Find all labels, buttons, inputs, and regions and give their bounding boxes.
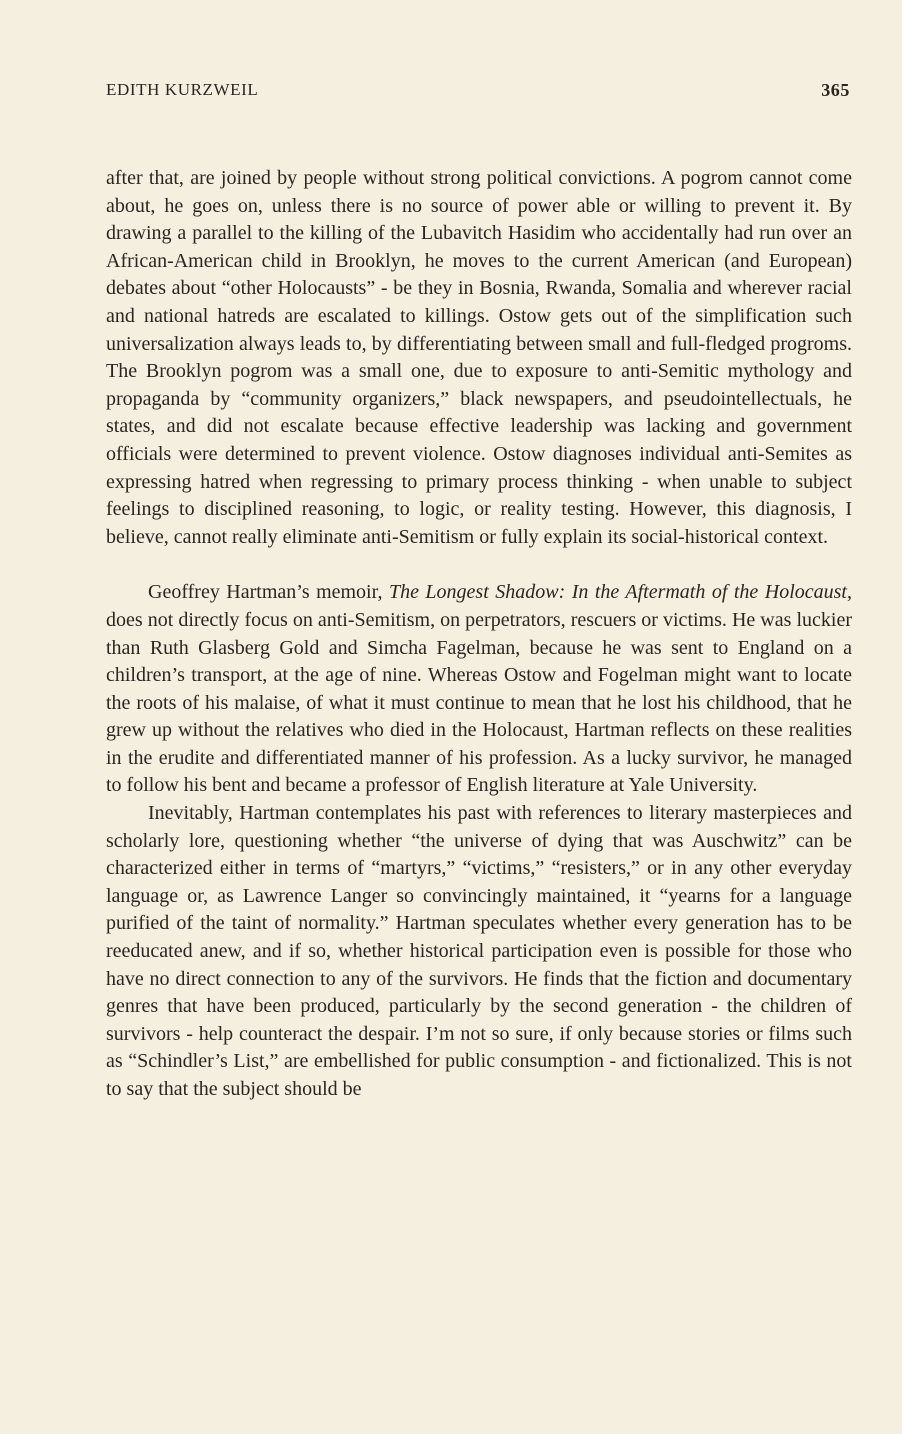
paragraph-continuation: after that, are joined by people without strong political convictions. A pogrom cannot come about, he goes on, unless there is no source of power able or willing to prevent it. By drawing a parallel to the killing of the Lubavitch Hasidim who accidentally had run over an African-American child in Brooklyn, he moves to the current American (and European) debates about “other Holocausts” - be they in Bosnia, Rwanda, Somalia and wherever racial and national hatreds are escalated to killings. Ostow gets out of the simplification such universalization always leads to, by differentiating between small and full-fledged progroms. The Brooklyn pogrom was a small one, due to exposure to anti-Semitic mythology and propaganda by “community organizers,” black newspapers, and pseudointellectuals, he states, and did not escalate because effective leadership was lacking and government officials were determined to prevent violence. Ostow diagnoses individual anti-Semites as expressing hatred when regressing to primary process thinking - when unable to subject feelings to disciplined reasoning, to logic, or reality testing. However, this diagnosis, I believe, cannot really eliminate anti-Semitism or fully explain its social-historical context. — [106, 167, 852, 548]
running-head — [106, 80, 852, 106]
body-text — [106, 165, 852, 1104]
paragraph-inevitably: Inevitably, Hartman contemplates his past with references to literary masterpieces and scholarly lore, questioning whether “the universe of dying that was Auschwitz” can be characterized either in terms of “martyrs,” “victims,” “resisters,” or in any other everyday language or, as Lawrence Langer so convincingly maintained, it “yearns for a language purified of the taint of normality.” Hartman speculates whether every generation has to be reeducated anew, and if so, whether historical participation even is possible for those who have no direct connection to any of the survivors. He finds that the fiction and documentary genres that have been produced, particularly by the second generation - the children of survivors - help counteract the despair. I’m not so sure, if only because stories or films such as “Schindler’s List,” are embellished for public consumption - and fictionalized. This is not to say that the subject should be — [106, 802, 852, 1100]
paragraph-text: Geoffrey Hartman’s memoir, — [148, 581, 389, 604]
running-head-author: EDITH KURZWEIL — [106, 80, 259, 99]
page-number: 365 — [821, 80, 850, 100]
paragraph-hartman-memoir — [106, 579, 852, 800]
book-title: The Longest Shadow: In the Aftermath of the Holocaust — [388, 581, 847, 604]
paragraph-text: , does not directly focus on anti-Semitism, on perpetrators, rescuers or victims. He was luckier than Ruth Glasberg Gold and Simcha Fagelman, because he was sent to England on a children’s transport, at the age of nine. Whereas Ostow and Fogelman might want to locate the roots of his malaise, of what it must continue to mean that he lost his childhood, that he grew up without the relatives who died in the Holocaust, Hartman reflects on these realities in the erudite and differentiated manner of his profession. As a lucky survivor, he managed to follow his bent and became a professor of English literature at Yale University. — [106, 581, 852, 797]
